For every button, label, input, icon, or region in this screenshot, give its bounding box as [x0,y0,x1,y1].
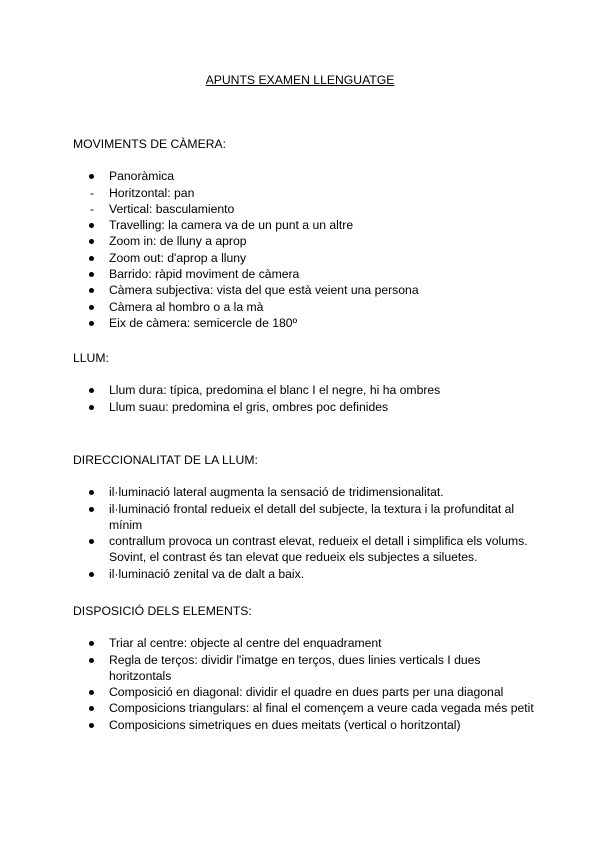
list-item [73,700,543,716]
list-item [73,684,543,700]
section-heading: MOVIMENTS DE CÀMERA: [73,137,227,151]
list-item [73,233,543,249]
section-heading: DIRECCIONALITAT DE LA LLUM: [73,453,258,467]
list-item [73,533,543,566]
list-item [73,501,543,534]
list-item-text: Llum dura: típica, predomina el blanc I el negre, hi ha ombres [109,383,441,398]
section-light [73,350,543,415]
list-item [73,717,543,733]
list-item-text: Horitzontal: pan [109,185,195,200]
list-item [73,250,543,266]
list-item-text: Càmera al hombro o a la mà [109,299,264,314]
section-element-layout [73,603,543,733]
list-item-text: contrallum provoca un contrast elevat, redueix el detall i simplifica els volums. Sovint, el contrast és tan elevat que redueix els subjectes a siluetes. [109,534,528,565]
list-item [73,266,543,282]
item-list [73,484,543,582]
section-camera-movements [73,136,543,331]
list-item-text: Composicions triangulars: al final el començem a veure cada vegada més petit [109,701,534,716]
list-item-text: Composició en diagonal: dividir el quadre en dues parts per una diagonal [109,685,504,700]
list-item-text: Composicions simetriques en dues meitats (vertical o horitzontal) [109,717,461,732]
list-item-text: Regla de terços: dividir l'imatge en terços, dues linies verticals I dues horitzontals [109,652,481,683]
list-item [73,201,543,217]
item-list [73,168,543,331]
list-item [73,168,543,184]
item-list [73,635,543,733]
list-item [73,217,543,233]
section-heading: DISPOSICIÓ DELS ELEMENTS: [73,604,252,618]
list-item [73,299,543,315]
list-item-text: Zoom out: d'aprop a lluny [109,250,247,265]
list-item-text: Barrido: ràpid moviment de càmera [109,267,300,282]
section-heading: LLUM: [73,351,109,365]
list-item-text: Zoom in: de lluny a aprop [109,234,247,249]
dash-marker: - [90,185,95,200]
list-item [73,484,543,500]
list-item-text: Triar al centre: objecte al centre del enquadrament [109,636,382,651]
list-item-text: Travelling: la camera va de un punt a un altre [109,218,354,233]
section-light-direction [73,452,543,582]
dash-marker: - [90,201,95,216]
list-item-text: Eix de càmera: semicercle de 180º [109,315,298,330]
list-item-text: Panoràmica [109,169,175,184]
list-item-text: Vertical: basculamiento [109,201,235,216]
list-item [73,315,543,331]
list-item-text: Llum suau: predomina el gris, ombres poc definides [109,399,389,414]
item-list [73,382,543,415]
list-item-text: il·luminació zenital va de dalt a baix. [109,566,305,581]
list-item [73,382,543,398]
list-item [73,282,543,298]
list-item [73,652,543,685]
list-item-text: il·luminació frontal redueix el detall del subjecte, la textura i la profunditat al mínim [109,501,515,532]
list-item [73,185,543,201]
list-item [73,566,543,582]
list-item-text: il·luminació lateral augmenta la sensació de tridimensionalitat. [109,485,444,500]
list-item-text: Càmera subjectiva: vista del que està veient una persona [109,283,419,298]
document-title: APUNTS EXAMEN LLENGUATGE [205,73,395,87]
list-item [73,635,543,651]
list-item [73,399,543,415]
